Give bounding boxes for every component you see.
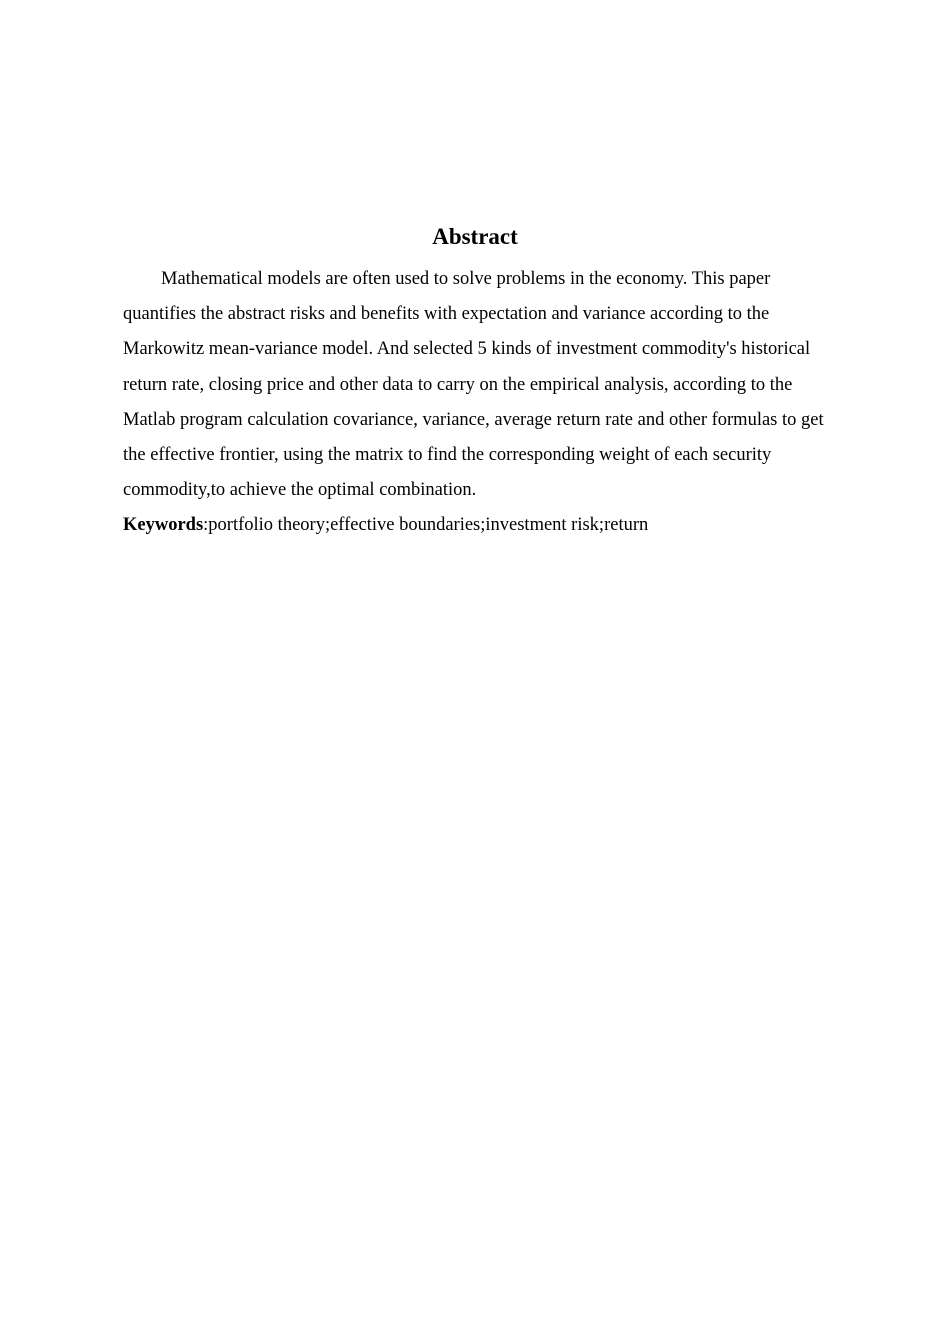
abstract-body: Mathematical models are often used to solve problems in the economy. This paper quantifies the abstract risks and benefits with expectation and variance according to the Markowitz mean-variance model. And selected 5 kinds of investment commodity's historical return rate, closing price and other data to carry on the empirical analysis, according to the Matlab program calculation covariance, variance, average return rate and other formulas to get the effective frontier, using the matrix to find the corresponding weight of each security commodity,to achieve the optimal combination. [123, 269, 824, 501]
abstract-title: Abstract [432, 224, 518, 249]
keywords-label: Keywords [123, 515, 204, 536]
abstract-section [123, 218, 827, 544]
keywords-line [123, 508, 827, 543]
keywords-text: :portfolio theory;effective boundaries;investment risk;return [203, 515, 649, 536]
